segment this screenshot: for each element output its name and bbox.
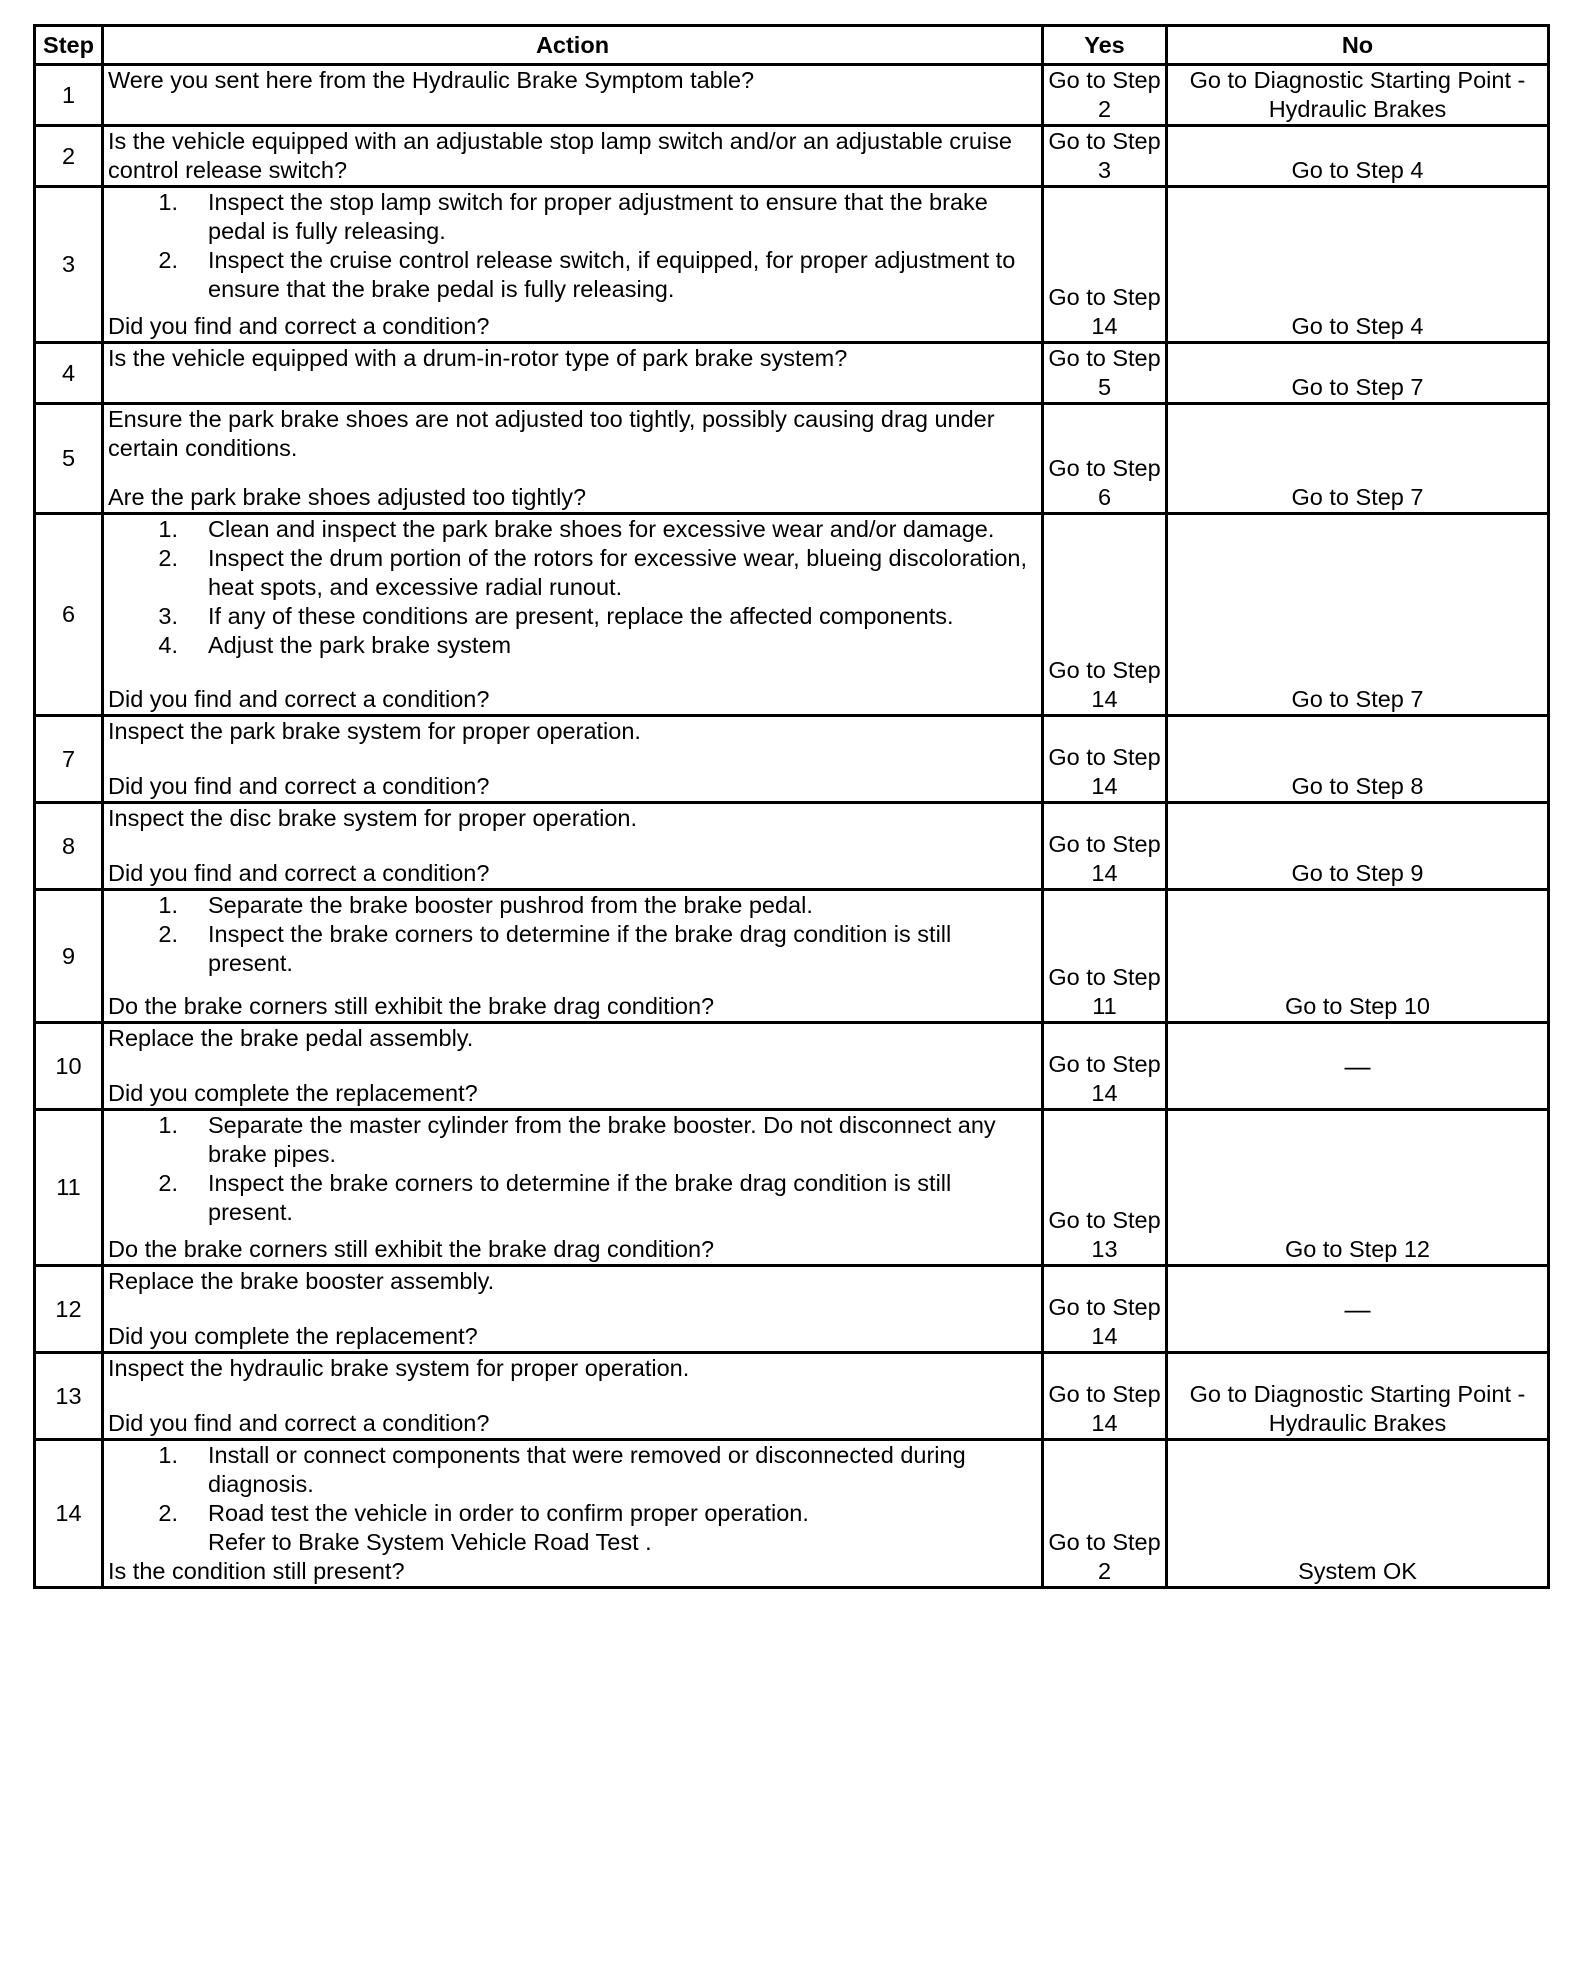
yes-result: Go to Step 2 [1043,1440,1167,1588]
yes-result: Go to Step 11 [1043,890,1167,1023]
table-row [35,187,1549,343]
action-top [108,188,1037,304]
action-cell [103,716,1043,803]
table-row [35,404,1549,514]
header-row [35,26,1549,65]
action-question: Are the park brake shoes adjusted too tightly? [108,484,587,510]
table-row [35,1266,1549,1353]
procedure-item [108,188,1037,246]
procedure-item [108,246,1037,304]
table-row [35,1110,1549,1266]
action-content [108,1441,1037,1586]
procedure-text-wrap [208,1441,1037,1499]
step-number: 10 [35,1023,103,1110]
step-number: 14 [35,1440,103,1588]
procedure-number: 2. [158,1170,178,1196]
action-question: Did you find and correct a condition? [108,773,490,799]
action-intro: Inspect the park brake system for proper operation. [108,718,641,744]
procedure-text: Clean and inspect the park brake shoes for excessive wear and/or damage. [208,516,995,542]
table-body [35,65,1549,1588]
no-result: Go to Step 4 [1167,126,1549,187]
action-top [108,1267,1037,1296]
procedure-text-wrap [208,1499,1037,1557]
action-content [108,66,1037,124]
action-top [108,1354,1037,1383]
yes-result: Go to Step 14 [1043,1353,1167,1440]
procedure-item [108,1499,1037,1557]
step-number: 4 [35,343,103,404]
action-cell [103,1110,1043,1266]
action-question: Did you find and correct a condition? [108,1410,490,1436]
no-result: Go to Step 7 [1167,343,1549,404]
action-intro: Inspect the disc brake system for proper operation. [108,805,638,831]
procedure-text: Inspect the stop lamp switch for proper adjustment to ensure that the brake pedal is fully releasing. [208,189,988,244]
table-row [35,890,1549,1023]
action-cell [103,890,1043,1023]
procedure-text-wrap [208,631,1037,660]
action-question: Did you find and correct a condition? [108,860,490,886]
procedure-text: Road test the vehicle in order to confirm proper operation. [208,1500,809,1526]
step-number: 7 [35,716,103,803]
action-top [108,1024,1037,1053]
yes-result: Go to Step 14 [1043,803,1167,890]
no-result: Go to Diagnostic Starting Point - Hydraulic Brakes [1167,1353,1549,1440]
action-intro: Replace the brake booster assembly. [108,1268,495,1294]
action-cell [103,65,1043,126]
action-content [108,891,1037,1021]
action-content [108,1267,1037,1351]
action-question: Do the brake corners still exhibit the brake drag condition? [108,1236,715,1262]
action-top [108,66,1037,95]
action-top [108,405,1037,463]
procedure-text: Install or connect components that were removed or disconnected during diagnosis. [208,1442,966,1497]
action-intro: Is the vehicle equipped with a drum-in-rotor type of park brake system? [108,345,848,371]
action-content [108,1111,1037,1264]
procedure-number: 1. [158,516,178,542]
table-row [35,803,1549,890]
step-number: 1 [35,65,103,126]
yes-result: Go to Step 14 [1043,1266,1167,1353]
action-cell [103,187,1043,343]
procedure-list [108,1441,1037,1557]
action-question: Did you find and correct a condition? [108,686,490,712]
procedure-number: 1. [158,189,178,215]
table-row [35,65,1549,126]
action-content [108,515,1037,714]
action-top [108,344,1037,373]
action-content [108,344,1037,402]
table-row [35,1353,1549,1440]
step-number: 11 [35,1110,103,1266]
procedure-text-wrap [208,515,1037,544]
action-top [108,717,1037,746]
procedure-text-wrap [208,920,1037,978]
table-row [35,514,1549,716]
table-row [35,1440,1549,1588]
table-row [35,716,1549,803]
action-cell [103,126,1043,187]
procedure-text-wrap [208,602,1037,631]
action-cell [103,1266,1043,1353]
step-number: 6 [35,514,103,716]
action-question: Did you find and correct a condition? [108,313,490,339]
action-content [108,804,1037,888]
header-step: Step [35,26,103,65]
table-row [35,126,1549,187]
step-number: 8 [35,803,103,890]
procedure-item [108,1169,1037,1227]
procedure-list [108,1111,1037,1227]
header-action: Action [103,26,1043,65]
no-result: Go to Step 7 [1167,514,1549,716]
action-content [108,1024,1037,1108]
procedure-number: 1. [158,892,178,918]
procedure-item [108,602,1037,631]
no-result: — [1167,1266,1549,1353]
action-intro: Is the vehicle equipped with an adjustable stop lamp switch and/or an adjustable cruise control release switch? [108,128,1012,183]
procedure-text: If any of these conditions are present, replace the affected components. [208,603,954,629]
step-number: 13 [35,1353,103,1440]
action-question: Do the brake corners still exhibit the brake drag condition? [108,993,715,1019]
procedure-text-wrap [208,246,1037,304]
procedure-text-wrap [208,1111,1037,1169]
procedure-number: 2. [158,545,178,571]
procedure-note: Refer to Brake System Vehicle Road Test . [208,1529,652,1555]
procedure-item [108,891,1037,920]
procedure-text: Adjust the park brake system [208,632,512,658]
procedure-text: Inspect the drum portion of the rotors for excessive wear, blueing discoloration, heat spots, and excessive radial runout. [208,545,1028,600]
procedure-text-wrap [208,1169,1037,1227]
procedure-text: Inspect the cruise control release switch, if equipped, for proper adjustment to ensure that the brake pedal is fully releasing. [208,247,1016,302]
no-result: Go to Diagnostic Starting Point - Hydraulic Brakes [1167,65,1549,126]
procedure-item [108,515,1037,544]
step-number: 12 [35,1266,103,1353]
no-result: Go to Step 4 [1167,187,1549,343]
procedure-item [108,920,1037,978]
action-top [108,515,1037,660]
procedure-number: 2. [158,1500,178,1526]
procedure-number: 2. [158,247,178,273]
header-yes: Yes [1043,26,1167,65]
procedure-number: 1. [158,1442,178,1468]
header-no: No [1167,26,1549,65]
no-result: Go to Step 9 [1167,803,1549,890]
procedure-text: Separate the brake booster pushrod from the brake pedal. [208,892,813,918]
step-number: 3 [35,187,103,343]
yes-result: Go to Step 3 [1043,126,1167,187]
action-cell [103,514,1043,716]
no-result: Go to Step 8 [1167,716,1549,803]
yes-result: Go to Step 14 [1043,514,1167,716]
procedure-item [108,1441,1037,1499]
yes-result: Go to Step 14 [1043,187,1167,343]
yes-result: Go to Step 14 [1043,716,1167,803]
no-result: Go to Step 12 [1167,1110,1549,1266]
diagnostic-table [33,24,1550,1589]
procedure-list [108,891,1037,978]
table-row [35,343,1549,404]
procedure-text-wrap [208,544,1037,602]
no-result: System OK [1167,1440,1549,1588]
table-row [35,1023,1549,1110]
step-number: 2 [35,126,103,187]
action-top [108,1111,1037,1227]
procedure-number: 3. [158,603,178,629]
procedure-text: Inspect the brake corners to determine if the brake drag condition is still present. [208,1170,952,1225]
procedure-text-wrap [208,188,1037,246]
action-cell [103,1440,1043,1588]
action-cell [103,404,1043,514]
action-content [108,127,1037,185]
procedure-item [108,544,1037,602]
yes-result: Go to Step 6 [1043,404,1167,514]
procedure-number: 1. [158,1112,178,1138]
action-content [108,1354,1037,1438]
yes-result: Go to Step 2 [1043,65,1167,126]
action-cell [103,343,1043,404]
no-result: Go to Step 10 [1167,890,1549,1023]
action-content [108,717,1037,801]
action-intro: Replace the brake pedal assembly. [108,1025,474,1051]
procedure-text-wrap [208,891,1037,920]
step-number: 5 [35,404,103,514]
action-intro: Inspect the hydraulic brake system for proper operation. [108,1355,690,1381]
yes-result: Go to Step 14 [1043,1023,1167,1110]
action-question: Did you complete the replacement? [108,1323,478,1349]
yes-result: Go to Step 5 [1043,343,1167,404]
action-question: Did you complete the replacement? [108,1080,478,1106]
action-top [108,891,1037,978]
procedure-item [108,631,1037,660]
no-result: — [1167,1023,1549,1110]
procedure-list [108,188,1037,304]
action-cell [103,1353,1043,1440]
action-cell [103,1023,1043,1110]
action-content [108,188,1037,341]
action-intro: Ensure the park brake shoes are not adjusted too tightly, possibly causing drag under certain conditions. [108,406,995,461]
procedure-number: 4. [158,632,178,658]
procedure-list [108,515,1037,660]
no-result: Go to Step 7 [1167,404,1549,514]
yes-result: Go to Step 13 [1043,1110,1167,1266]
action-cell [103,803,1043,890]
procedure-text: Separate the master cylinder from the brake booster. Do not disconnect any brake pipes. [208,1112,996,1167]
action-top [108,127,1037,185]
action-content [108,405,1037,512]
procedure-item [108,1111,1037,1169]
action-top [108,804,1037,833]
procedure-number: 2. [158,921,178,947]
action-top [108,1441,1037,1557]
action-intro: Were you sent here from the Hydraulic Brake Symptom table? [108,67,755,93]
step-number: 9 [35,890,103,1023]
action-question: Is the condition still present? [108,1558,405,1584]
procedure-text: Inspect the brake corners to determine if the brake drag condition is still present. [208,921,952,976]
